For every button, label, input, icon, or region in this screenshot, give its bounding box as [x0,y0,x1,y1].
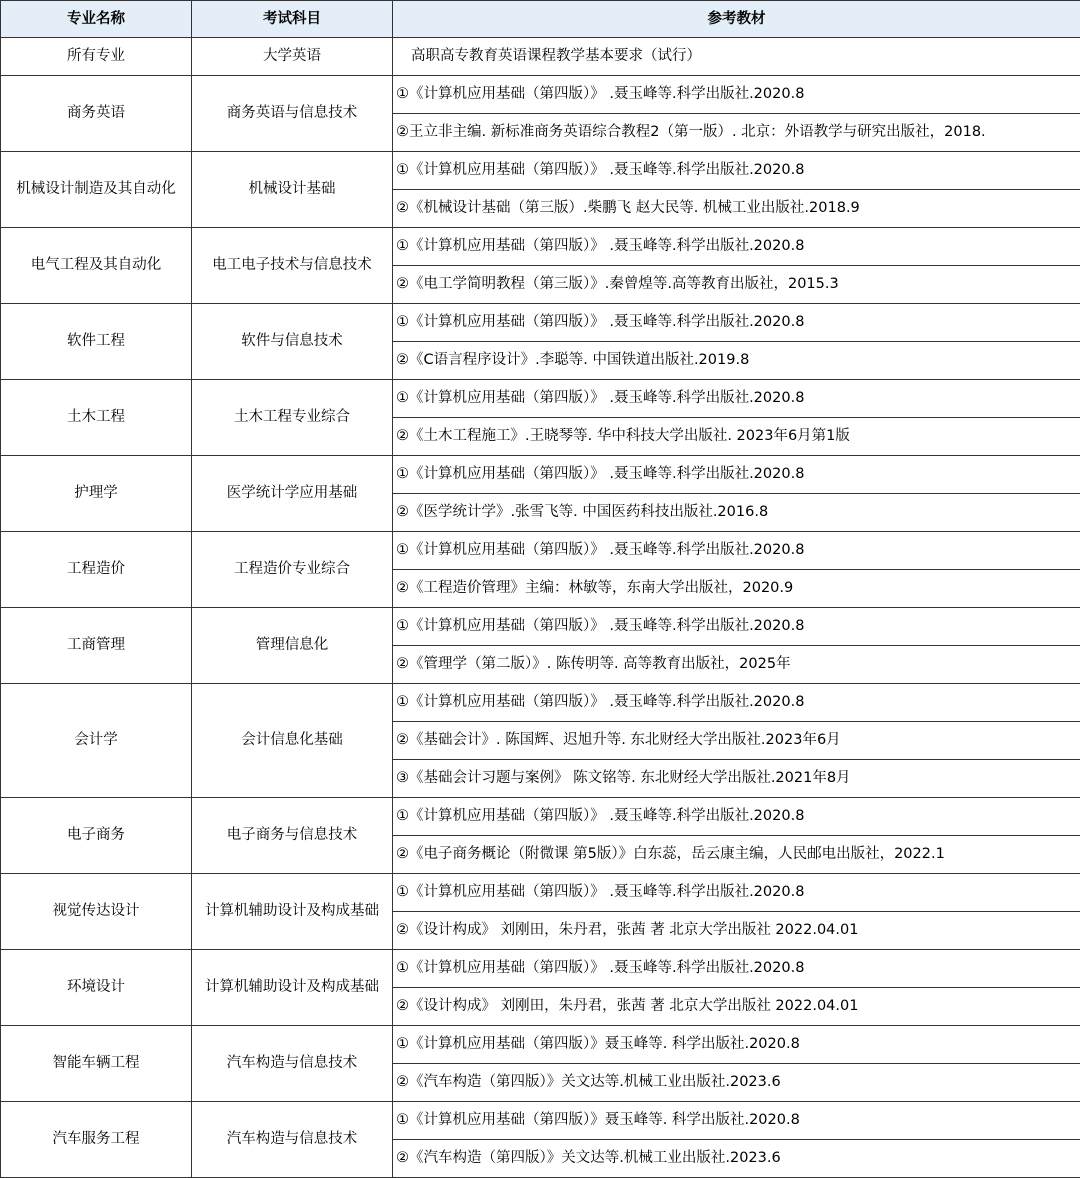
textbook-cell: ②《土木工程施工》.王晓琴等. 华中科技大学出版社. 2023年6月第1版 [393,418,1080,456]
subject-cell: 计算机辅助设计及构成基础 [192,874,393,950]
textbook-cell: ②《汽车构造（第四版）》关文达等.机械工业出版社.2023.6 [393,1064,1080,1102]
major-cell: 工商管理 [1,608,192,684]
textbook-cell: 高职高专教育英语课程教学基本要求（试行） [393,38,1080,76]
textbook-cell: ①《计算机应用基础（第四版）》 .聂玉峰等.科学出版社.2020.8 [393,798,1080,836]
textbook-cell: ②《基础会计》. 陈国辉、迟旭升等. 东北财经大学出版社.2023年6月 [393,722,1080,760]
major-cell: 视觉传达设计 [1,874,192,950]
textbook-cell: ②王立非主编. 新标准商务英语综合教程2（第一版）. 北京：外语教学与研究出版社，2018. [393,114,1080,152]
textbook-cell: ①《计算机应用基础（第四版）》 .聂玉峰等.科学出版社.2020.8 [393,304,1080,342]
table-row [1,38,1080,76]
major-cell: 商务英语 [1,76,192,152]
subject-cell: 软件与信息技术 [192,304,393,380]
major-cell: 智能车辆工程 [1,1026,192,1102]
major-cell: 电子商务 [1,798,192,874]
textbook-cell: ②《医学统计学》.张雪飞等. 中国医药科技出版社.2016.8 [393,494,1080,532]
major-cell: 所有专业 [1,38,192,76]
table-row [1,304,1080,342]
header-subject: 考试科目 [192,1,393,38]
major-cell: 工程造价 [1,532,192,608]
subject-cell: 会计信息化基础 [192,684,393,798]
textbook-cell: ②《C语言程序设计》.李聪等. 中国铁道出版社.2019.8 [393,342,1080,380]
subject-cell: 电工电子技术与信息技术 [192,228,393,304]
textbook-cell: ①《计算机应用基础（第四版）》聂玉峰等. 科学出版社.2020.8 [393,1026,1080,1064]
major-cell: 汽车服务工程 [1,1102,192,1178]
textbook-cell: ②《设计构成》 刘刚田，朱丹君，张茜 著 北京大学出版社 2022.04.01 [393,988,1080,1026]
textbook-cell: ①《计算机应用基础（第四版）》 .聂玉峰等.科学出版社.2020.8 [393,76,1080,114]
header-major: 专业名称 [1,1,192,38]
textbook-cell: ②《机械设计基础（第三版）.柴鹏飞 赵大民等. 机械工业出版社.2018.9 [393,190,1080,228]
textbook-cell: ①《计算机应用基础（第四版）》 .聂玉峰等.科学出版社.2020.8 [393,228,1080,266]
textbook-cell: ②《工程造价管理》主编：林敏等，东南大学出版社，2020.9 [393,570,1080,608]
subject-cell: 商务英语与信息技术 [192,76,393,152]
subject-cell: 医学统计学应用基础 [192,456,393,532]
table-row [1,1102,1080,1140]
textbook-cell: ②《汽车构造（第四版）》关文达等.机械工业出版社.2023.6 [393,1140,1080,1178]
major-cell: 环境设计 [1,950,192,1026]
textbook-cell: ①《计算机应用基础（第四版）》 .聂玉峰等.科学出版社.2020.8 [393,456,1080,494]
textbook-cell: ①《计算机应用基础（第四版）》 .聂玉峰等.科学出版社.2020.8 [393,380,1080,418]
table-row [1,874,1080,912]
textbook-cell: ②《管理学（第二版）》. 陈传明等. 高等教育出版社，2025年 [393,646,1080,684]
textbook-cell: ①《计算机应用基础（第四版）》 .聂玉峰等.科学出版社.2020.8 [393,684,1080,722]
major-cell: 机械设计制造及其自动化 [1,152,192,228]
textbook-cell: ①《计算机应用基础（第四版）》聂玉峰等. 科学出版社.2020.8 [393,1102,1080,1140]
table-row [1,608,1080,646]
major-cell: 土木工程 [1,380,192,456]
subject-cell: 汽车构造与信息技术 [192,1102,393,1178]
major-cell: 会计学 [1,684,192,798]
subject-cell: 机械设计基础 [192,152,393,228]
textbook-cell: ②《电工学简明教程（第三版）》.秦曾煌等.高等教育出版社，2015.3 [393,266,1080,304]
table-row [1,798,1080,836]
subject-cell: 计算机辅助设计及构成基础 [192,950,393,1026]
textbook-cell: ③《基础会计习题与案例》 陈文铭等. 东北财经大学出版社.2021年8月 [393,760,1080,798]
table-row [1,380,1080,418]
header-row [1,1,1080,38]
table-row [1,532,1080,570]
major-cell: 电气工程及其自动化 [1,228,192,304]
textbook-cell: ①《计算机应用基础（第四版）》 .聂玉峰等.科学出版社.2020.8 [393,874,1080,912]
textbook-cell: ②《设计构成》 刘刚田，朱丹君，张茜 著 北京大学出版社 2022.04.01 [393,912,1080,950]
major-cell: 护理学 [1,456,192,532]
subject-cell: 工程造价专业综合 [192,532,393,608]
table-row [1,152,1080,190]
table-row [1,456,1080,494]
textbook-cell: ②《电子商务概论（附微课 第5版）》白东蕊，岳云康主编，人民邮电出版社，2022.1 [393,836,1080,874]
textbook-cell: ①《计算机应用基础（第四版）》 .聂玉峰等.科学出版社.2020.8 [393,152,1080,190]
textbook-cell: ①《计算机应用基础（第四版）》 .聂玉峰等.科学出版社.2020.8 [393,532,1080,570]
table-row [1,76,1080,114]
subject-cell: 汽车构造与信息技术 [192,1026,393,1102]
table-row [1,684,1080,722]
table-row [1,228,1080,266]
subject-cell: 电子商务与信息技术 [192,798,393,874]
major-cell: 软件工程 [1,304,192,380]
header-textbooks: 参考教材 [393,1,1080,38]
subject-cell: 管理信息化 [192,608,393,684]
table-row [1,950,1080,988]
textbook-cell: ①《计算机应用基础（第四版）》 .聂玉峰等.科学出版社.2020.8 [393,608,1080,646]
textbook-cell: ①《计算机应用基础（第四版）》 .聂玉峰等.科学出版社.2020.8 [393,950,1080,988]
table-row [1,1026,1080,1064]
subject-cell: 土木工程专业综合 [192,380,393,456]
subject-cell: 大学英语 [192,38,393,76]
